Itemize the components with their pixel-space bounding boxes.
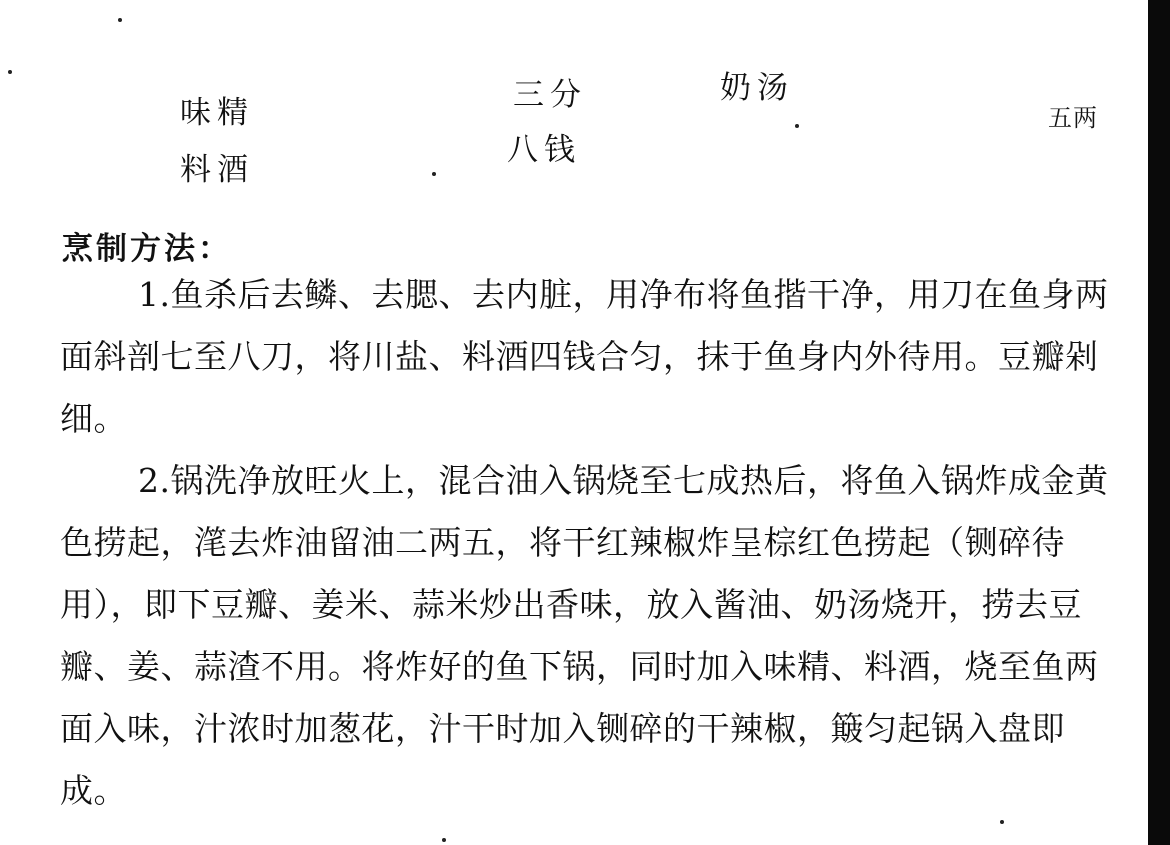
method-step-2: 2.锅洗净放旺火上，混合油入锅烧至七成热后，将鱼入锅炸成金黄色捞起，滗去炸油留油二两五，将干红辣椒炸呈棕红色捞起（铡碎待用），即下豆瓣、姜米、蒜米炒出香味，放入酱油、奶汤烧开，捞去豆瓣、姜、蒜渣不用。将炸好的鱼下锅，同时加入味精、料酒，烧至鱼两面入味，汁浓时加葱花，汁干时加入铡碎的干辣椒，簸匀起锅入盘即成。 [60, 461, 1109, 810]
scan-speck [432, 172, 436, 176]
page-edge-shadow [1148, 0, 1170, 845]
ingredient-amount-liaojiu: 八钱 [507, 132, 581, 168]
ingredient-amount-weijing: 三分 [513, 77, 587, 113]
ingredient-name-liaojiu: 料酒 [180, 152, 254, 188]
scan-speck [118, 18, 122, 22]
method-title: 烹制方法： [62, 231, 232, 267]
scan-speck [8, 70, 12, 74]
method-step-1: 1.鱼杀后去鳞、去腮、去内脏，用净布将鱼揩干净，用刀在鱼身两面斜剖七至八刀，将川盐、料酒四钱合匀，抹于鱼身内外待用。豆瓣剁细。 [60, 275, 1109, 438]
ingredient-name-naitang: 奶汤 [720, 70, 794, 106]
ingredient-name-weijing: 味精 [180, 95, 254, 131]
scan-speck [442, 838, 446, 842]
ingredient-amount-naitang: 五两 [1048, 104, 1098, 132]
scan-speck [795, 124, 799, 128]
